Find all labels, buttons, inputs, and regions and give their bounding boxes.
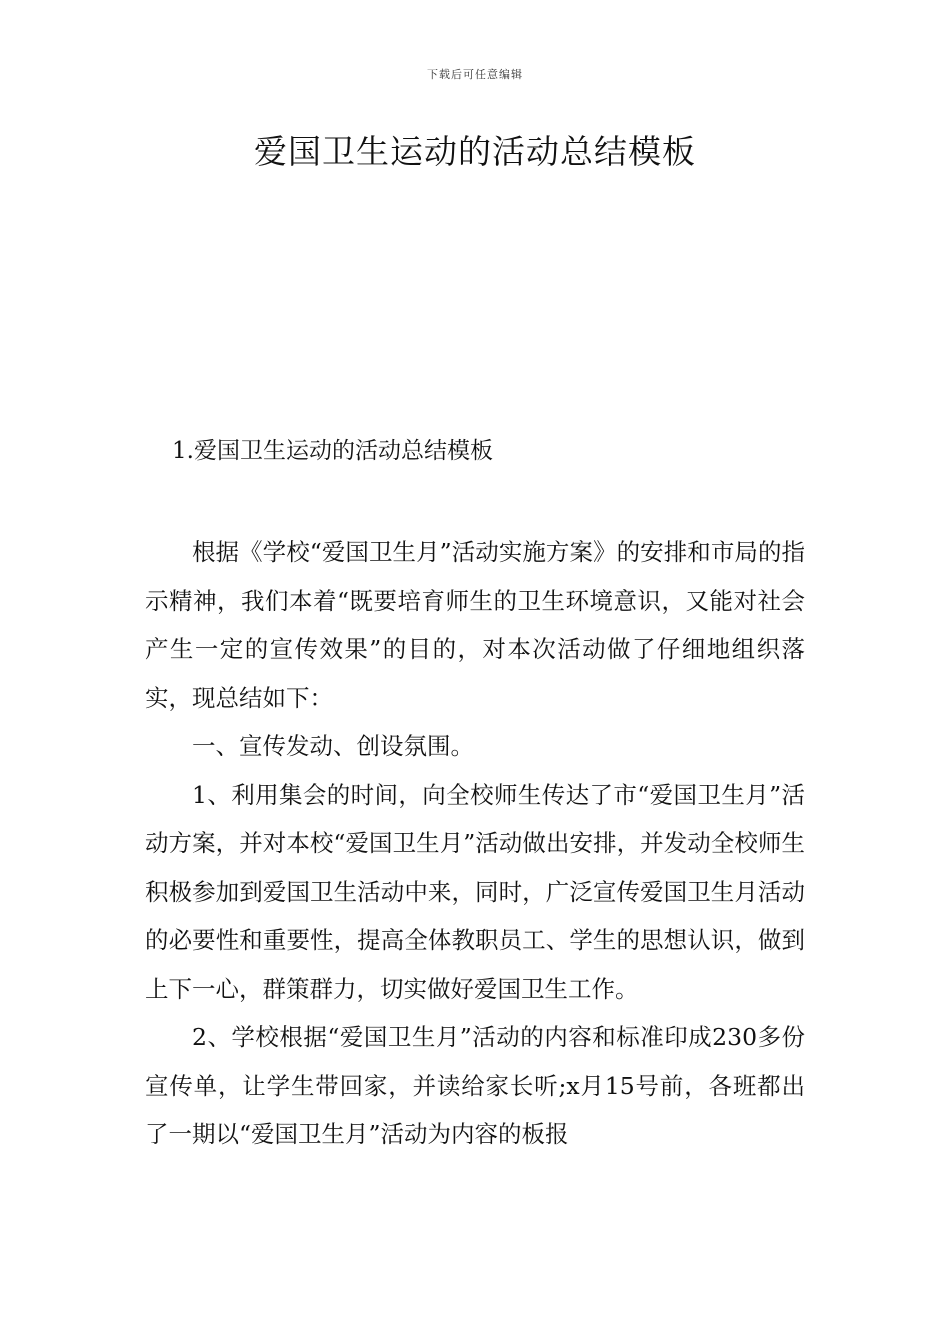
document-title: 爱国卫生运动的活动总结模板 (254, 132, 696, 171)
paragraph: 1、利用集会的时间，向全校师生传达了市“爱国卫生月”活动方案，并对本校“爱国卫生月”活动做出安排，并发动全校师生积极参加到爱国卫生活动中来，同时，广泛宣传爱国卫生月活动的必要性和重要性，提高全体教职员工、学生的思想认识，做到上下一心，群策群力，切实做好爱国卫生工作。 (145, 780, 805, 1003)
header-note: 下载后可任意编辑 (427, 68, 523, 81)
paragraph: 2、学校根据“爱国卫生月”活动的内容和标准印成230多份宣传单，让学生带回家，并读给家长听;x月15号前，各班都出了一期以“爱国卫生月”活动为内容的板报 (145, 1023, 805, 1148)
paragraph: 根据《学校“爱国卫生月”活动实施方案》的安排和市局的指示精神，我们本着“既要培育师生的卫生环境意识，又能对社会产生一定的宣传效果”的目的，对本次活动做了仔细地组织落实，现总结如下： (145, 538, 805, 712)
body-text (145, 528, 805, 1159)
section-heading: 1.爱国卫生运动的活动总结模板 (172, 438, 493, 464)
paragraph: 一、宣传发动、创设氛围。 (192, 732, 474, 760)
